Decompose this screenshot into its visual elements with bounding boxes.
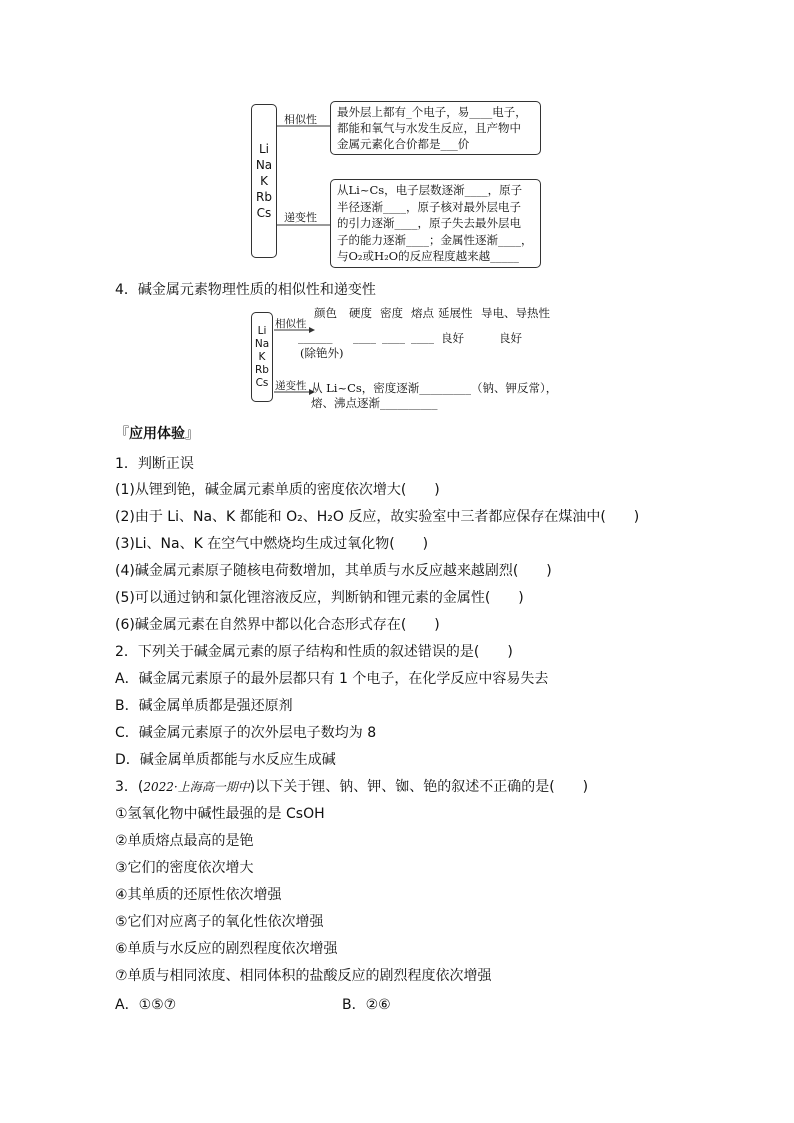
prop-hardness: 硬度	[349, 306, 372, 320]
q3-source: 2022·上海高一期中	[143, 780, 250, 794]
element-cs: Cs	[255, 377, 269, 389]
q1-item-1: (1)从锂到铯，碱金属元素单质的密度依次增大( )	[115, 482, 440, 498]
q3-option-b: B．②⑥	[342, 997, 391, 1013]
element-k: K	[258, 351, 266, 363]
q2-option-d: D．碱金属单质都能与水反应生成碱	[115, 752, 336, 768]
q2-option-a: A．碱金属元素原子的最外层都只有 1 个电子，在化学反应中容易失去	[115, 671, 549, 687]
note-except-cs: (除铯外)	[300, 346, 344, 360]
label-similarity-1: 相似性	[284, 113, 317, 126]
value-melting-blank: ____	[411, 330, 434, 344]
q3-statement-1: ①氢氧化物中碱性最强的是 CsOH	[115, 806, 325, 822]
prop-color: 颜色	[314, 306, 337, 320]
practice-title: 『应用体验』	[115, 426, 199, 442]
prop-conductivity: 导电、导热性	[481, 306, 550, 320]
value-density-blank: ____	[382, 330, 405, 344]
gradient-line-4: 子的能力逐渐____；金属性逐渐____，	[337, 232, 533, 247]
gradient-line-3: 的引力逐渐____，原子失去最外层电	[337, 216, 521, 230]
prop-ductility: 延展性	[438, 306, 473, 320]
similarity-line-3: 金属元素化合价都是___价	[337, 137, 470, 151]
element-cs: Cs	[256, 206, 272, 220]
q3-stem-suffix: )以下关于锂、钠、钾、铷、铯的叙述不正确的是( )	[249, 779, 589, 795]
q3-stem	[115, 778, 588, 796]
elements-box-2	[251, 312, 273, 402]
gradient-line-5: 与O₂或H₂O的反应程度越来越_____	[337, 249, 519, 263]
q3-statement-6: ⑥单质与水反应的剧烈程度依次增强	[115, 941, 338, 957]
q3-statement-4: ④其单质的还原性依次增强	[115, 887, 282, 903]
section4-heading: 4．碱金属元素物理性质的相似性和递变性	[115, 282, 376, 298]
element-na: Na	[254, 338, 270, 350]
value-hardness-blank: ____	[353, 330, 376, 344]
gradient-line-1: 从Li~Cs，电子层数逐渐____，原子	[337, 183, 523, 197]
q1-item-5: (5)可以通过钠和氯化锂溶液反应，判断钠和锂元素的金属性( )	[115, 590, 524, 606]
q3-stem-prefix: 3．(	[115, 779, 144, 795]
element-rb: Rb	[255, 364, 269, 376]
element-li: Li	[257, 325, 267, 337]
q2-stem: 2．下列关于碱金属元素的原子结构和性质的叙述错误的是( )	[115, 644, 513, 660]
q2-option-c: C．碱金属元素原子的次外层电子数均为 8	[115, 725, 377, 741]
element-rb: Rb	[256, 190, 272, 204]
element-na: Na	[255, 158, 273, 172]
label-similarity-2: 相似性	[275, 318, 307, 330]
practice-title-text: 应用体验	[129, 426, 185, 442]
q3-option-a: A．①⑤⑦	[115, 997, 177, 1013]
q3-statement-2: ②单质熔点最高的是铯	[115, 833, 254, 849]
q3-statement-3: ③它们的密度依次增大	[115, 860, 254, 876]
value-color-blank: ______	[298, 330, 333, 344]
label-gradient-1: 递变性	[284, 211, 317, 224]
gradient-melting-line: 熔、沸点逐渐__________	[311, 396, 438, 410]
q2-option-b: B．碱金属单质都是强还原剂	[115, 698, 293, 714]
elements-box-1	[251, 104, 277, 258]
prop-density: 密度	[380, 306, 403, 320]
element-li: Li	[258, 142, 270, 156]
q1-item-6: (6)碱金属元素在自然界中都以化合态形式存在( )	[115, 617, 440, 633]
similarity-box	[330, 101, 541, 155]
q1-stem: 1．判断正误	[115, 456, 194, 472]
value-conductivity: 良好	[499, 331, 522, 345]
label-gradient-2: 递变性	[275, 380, 307, 392]
q3-statement-5: ⑤它们对应离子的氧化性依次增强	[115, 914, 324, 930]
element-k: K	[260, 174, 268, 188]
q1-item-3: (3)Li、Na、K 在空气中燃烧均生成过氧化物( )	[115, 536, 429, 552]
gradient-box	[330, 179, 541, 268]
similarity-line-1: 最外层上都有_个电子，易____电子，	[337, 105, 527, 119]
similarity-line-2: 都能和氧气与水发生反应，且产物中	[337, 121, 521, 135]
value-ductility: 良好	[441, 331, 464, 345]
q1-item-2: (2)由于 Li、Na、K 都能和 O₂、H₂O 反应，故实验室中三者都应保存在煤油中( )	[115, 509, 640, 525]
gradient-line-2: 半径逐渐____，原子核对最外层电子	[337, 199, 521, 214]
prop-melting-point: 熔点	[411, 306, 434, 320]
q3-statement-7: ⑦单质与相同浓度、相同体积的盐酸反应的剧烈程度依次增强	[115, 968, 492, 984]
gradient-density-line: 从 Li~Cs，密度逐渐_________（钠、钾反常），	[311, 381, 558, 395]
q1-item-4: (4)碱金属元素原子随核电荷数增加，其单质与水反应越来越剧烈( )	[115, 563, 552, 579]
